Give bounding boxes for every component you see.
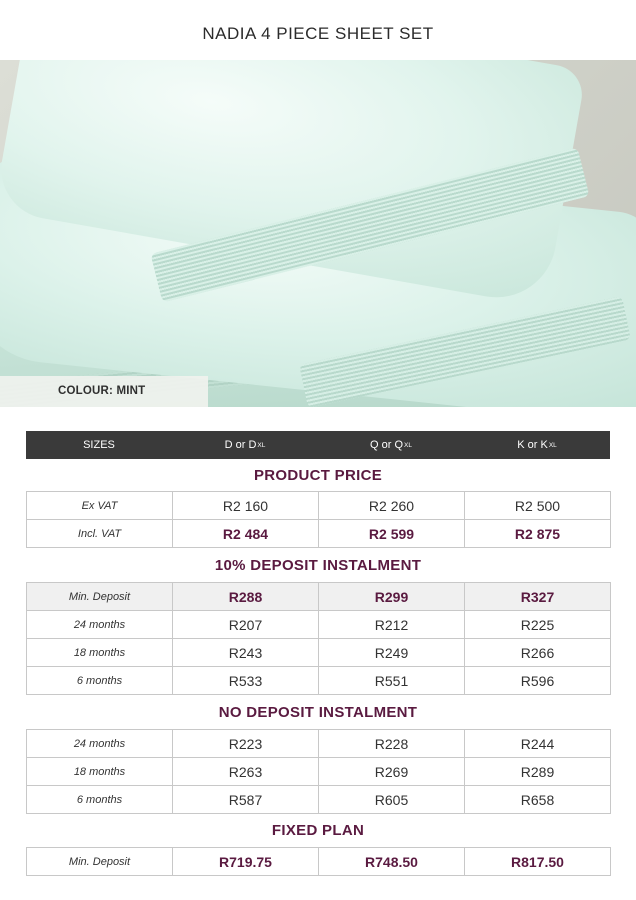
- table-row: [27, 583, 611, 611]
- table-row: [27, 492, 611, 520]
- header-king-label: K or K: [517, 439, 548, 451]
- price-cell: R719.75: [173, 848, 319, 876]
- price-cell: R533: [173, 667, 319, 695]
- header-double: [172, 431, 318, 459]
- price-cell: R299: [319, 583, 465, 611]
- price-cell: R289: [465, 758, 611, 786]
- table-row: [27, 639, 611, 667]
- price-cell: R551: [319, 667, 465, 695]
- row-label: 18 months: [27, 639, 173, 667]
- price-cell: R2 260: [319, 492, 465, 520]
- colour-label: COLOUR: MINT: [0, 376, 208, 407]
- row-label: 24 months: [27, 611, 173, 639]
- product-price-table: [26, 491, 611, 548]
- section-title-product-price: PRODUCT PRICE: [253, 467, 383, 484]
- price-cell: R228: [319, 730, 465, 758]
- section-title-deposit-instalment: 10% DEPOSIT INSTALMENT: [214, 557, 422, 574]
- price-cell: R207: [173, 611, 319, 639]
- price-cell: R223: [173, 730, 319, 758]
- row-label: 18 months: [27, 758, 173, 786]
- page-title: NADIA 4 PIECE SHEET SET: [202, 24, 434, 43]
- row-label: Min. Deposit: [27, 583, 173, 611]
- price-cell: R288: [173, 583, 319, 611]
- sizes-header: [26, 431, 610, 459]
- price-cell: R2 160: [173, 492, 319, 520]
- table-row: [27, 758, 611, 786]
- table-row: [27, 667, 611, 695]
- deposit-instalment-table: [26, 582, 611, 695]
- fixed-plan-table: [26, 847, 611, 876]
- section-title-no-deposit-instalment: NO DEPOSIT INSTALMENT: [218, 704, 418, 721]
- price-cell: R225: [465, 611, 611, 639]
- price-cell: R817.50: [465, 848, 611, 876]
- table-row: [27, 786, 611, 814]
- row-label: 24 months: [27, 730, 173, 758]
- row-label: 6 months: [27, 786, 173, 814]
- price-cell: R2 599: [319, 520, 465, 548]
- row-label: Incl. VAT: [27, 520, 173, 548]
- row-label: 6 months: [27, 667, 173, 695]
- header-king-sup: XL: [548, 441, 557, 449]
- price-cell: R2 875: [465, 520, 611, 548]
- header-double-label: D or D: [224, 439, 257, 451]
- price-cell: R2 484: [173, 520, 319, 548]
- table-row: [27, 730, 611, 758]
- price-cell: R244: [465, 730, 611, 758]
- header-sizes: SIZES: [83, 439, 115, 451]
- table-row: [27, 611, 611, 639]
- header-king: [464, 431, 610, 459]
- price-cell: R605: [319, 786, 465, 814]
- no-deposit-instalment-table: [26, 729, 611, 814]
- header-queen: [318, 431, 464, 459]
- table-row: [27, 848, 611, 876]
- section-title-fixed-plan: FIXED PLAN: [271, 822, 365, 839]
- header-double-sup: XL: [257, 441, 266, 449]
- price-cell: R266: [465, 639, 611, 667]
- header-queen-sup: XL: [404, 441, 412, 449]
- product-photo: [0, 60, 636, 407]
- header-queen-label: Q or Q: [370, 439, 404, 451]
- price-cell: R327: [465, 583, 611, 611]
- price-cell: R658: [465, 786, 611, 814]
- price-cell: R212: [319, 611, 465, 639]
- price-cell: R748.50: [319, 848, 465, 876]
- price-cell: R249: [319, 639, 465, 667]
- row-label: Min. Deposit: [27, 848, 173, 876]
- price-cell: R263: [173, 758, 319, 786]
- row-label: Ex VAT: [27, 492, 173, 520]
- table-row: [27, 520, 611, 548]
- price-cell: R596: [465, 667, 611, 695]
- price-cell: R243: [173, 639, 319, 667]
- price-cell: R2 500: [465, 492, 611, 520]
- price-cell: R587: [173, 786, 319, 814]
- price-cell: R269: [319, 758, 465, 786]
